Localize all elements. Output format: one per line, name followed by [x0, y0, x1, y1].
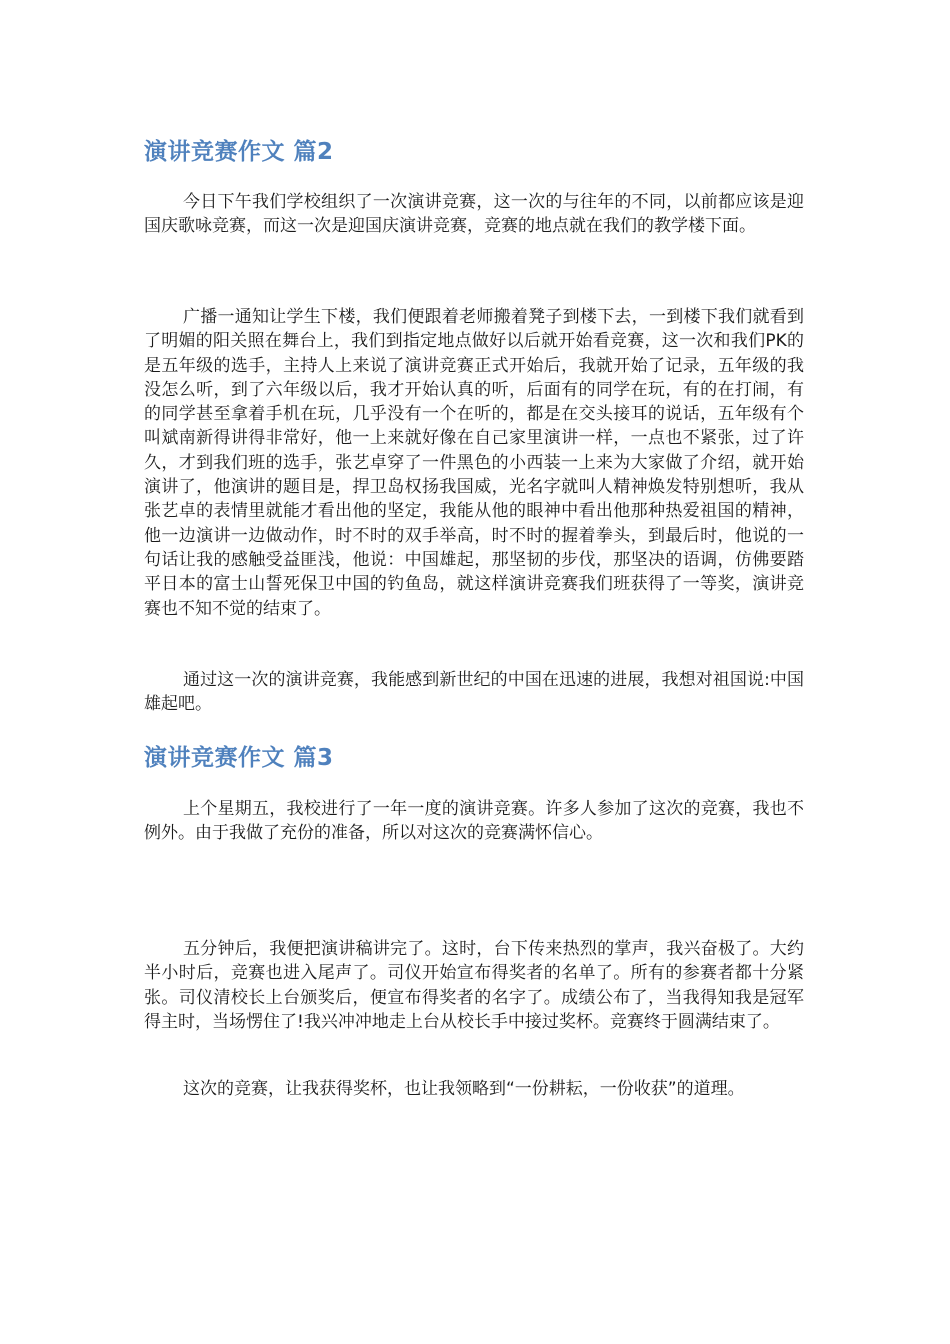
paragraph: 广播一通知让学生下楼，我们便跟着老师搬着凳子到楼下去，一到楼下我们就看到了明媚的阳关照在舞台上，我们到指定地点做好以后就开始看竞赛，这一次和我们PK的是五年级的选手，主持人上来说了演讲竞赛正式开始后，我就开始了记录，五年级的我没怎么听，到了六年级以后，我才开始认真的听，后面有的同学在玩，有的在打闹，有的同学甚至拿着手机在玩，几乎没有一个在听的，都是在交头接耳的说话，五年级有个叫斌南新得讲得非常好，他一上来就好像在自己家里演讲一样，一点也不紧张，过了许久，才到我们班的选手，张艺卓穿了一件黑色的小西装一上来为大家做了介绍，就开始演讲了，他演讲的题目是，捍卫岛权扬我国威，光名字就叫人精神焕发特别想听，我从张艺卓的表情里就能才看出他的坚定，我能从他的眼神中看出他那种热爱祖国的精神，他一边演讲一边做动作，时不时的双手举高，时不时的握着拳头，到最后时，他说的一句话让我的感触受益匪浅，他说：中国雄起，那坚韧的步伐，那坚决的语调，仿佛要踏平日本的富士山誓死保卫中国的钓鱼岛，就这样演讲竞赛我们班获得了一等奖，演讲竞赛也不知不觉的结束了。 [144, 307, 804, 619]
paragraph: 今日下午我们学校组织了一次演讲竞赛，这一次的与往年的不同，以前都应该是迎国庆歌咏竞赛，而这一次是迎国庆演讲竞赛，竞赛的地点就在我们的教学楼下面。 [144, 192, 804, 237]
paragraph: 这次的竞赛，让我获得奖杯，也让我领略到“一份耕耘，一份收获”的道理。 [183, 1079, 745, 1099]
paragraph: 通过这一次的演讲竞赛，我能感到新世纪的中国在迅速的进展，我想对祖国说:中国雄起吧。 [144, 670, 804, 715]
section-heading-essay-3: 演讲竞赛作文 篇3 [144, 745, 334, 771]
paragraph: 五分钟后，我便把演讲稿讲完了。这时，台下传来热烈的掌声，我兴奋极了。大约半小时后，竞赛也进入尾声了。司仪开始宣布得奖者的名单了。所有的参赛者都十分紧张。司仪清校长上台颁奖后，便宣布得奖者的名字了。成绩公布了，当我得知我是冠军得主时，当场愣住了!我兴冲冲地走上台从校长手中接过奖杯。竞赛终于圆满结束了。 [144, 939, 804, 1032]
paragraph: 上个星期五，我校进行了一年一度的演讲竞赛。许多人参加了这次的竞赛，我也不例外。由于我做了充份的准备，所以对这次的竞赛满怀信心。 [144, 799, 804, 844]
section-heading-essay-2: 演讲竞赛作文 篇2 [144, 139, 334, 165]
